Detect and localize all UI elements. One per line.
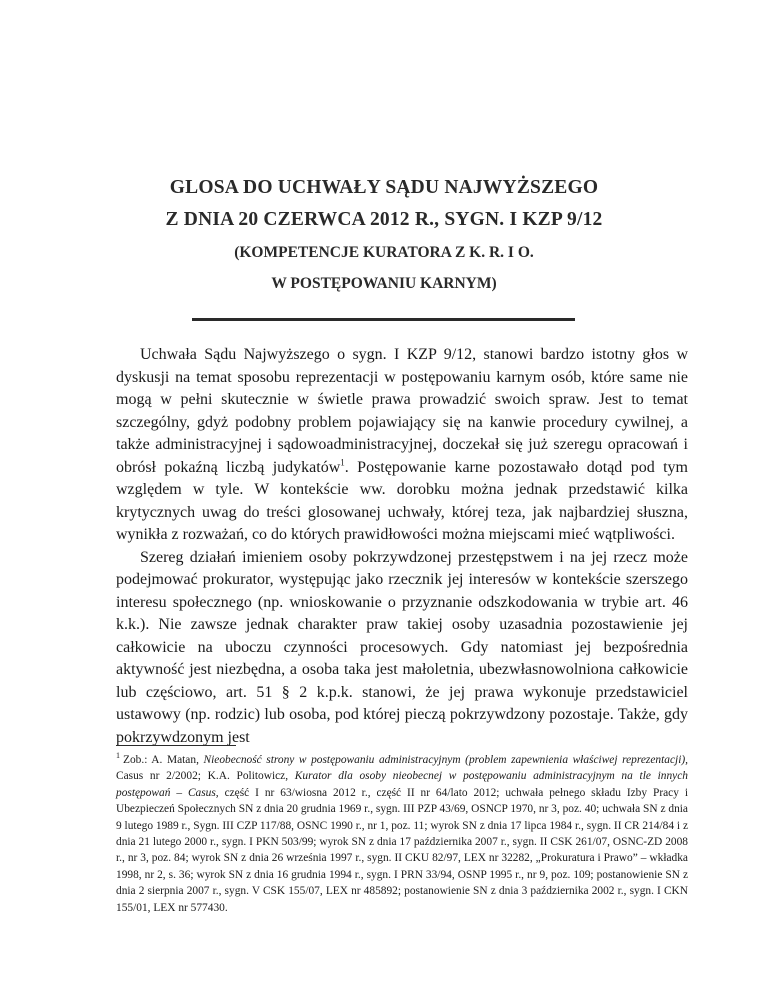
- document-title: [100, 172, 668, 298]
- footnote-divider: [116, 745, 236, 746]
- title-divider: [192, 318, 575, 321]
- subtitle-line-2: W POSTĘPOWANIU KARNYM): [271, 275, 497, 292]
- footnote-ref: 1: [340, 457, 345, 468]
- footnote-text-a: Zob.: A. Matan,: [123, 754, 204, 766]
- footnote-title-a: Nieobecność strony w postępowaniu administracyjnym (problem zapewnienia właściwej reprezentacji),: [203, 754, 688, 766]
- paragraph-2: Szereg działań imieniem osoby pokrzywdzonej przestępstwem i na jej rzecz może podejmować prokurator, występując jako rzecznik jej interesów w kontekście szerszego interesu społecznego (np. wnioskowanie o przyznanie odszkodowania w trybie art. 46 k.k.). Nie zawsze jednak charakter praw takiej osoby uzasadnia pozostawienie jej całkowicie na uboczu czynności procesowych. Gdy natomiast jej bezpośrednia aktywność jest niezbędna, a osoba taka jest małoletnia, ubezwłasnowolniona całkowicie lub częściowo, art. 51 § 2 k.p.k. stanowi, że jej prawa wykonuje przedstawiciel ustawowy (np. rodzic) lub osoba, pod której pieczą pokrzywdzony pozostaje. Także, gdy pokrzywdzonym jest: [116, 548, 688, 746]
- footnote-text-b: Casus nr 2/2002; K.A. Politowicz,: [116, 770, 295, 783]
- subtitle-line-1: (KOMPETENCJE KURATORA Z K. R. I O.: [234, 244, 534, 261]
- footnote-text-c: część I nr 63/wiosna 2012 r., część II nr 64/lato 2012; uchwała pełnego składu Izby Pracy i Ubezpieczeń Społecznych SN z dnia 20 grudnia 1969 r., sygn. III PZP 43/69, OSNCP 1970, nr 3, poz. 40; uchwała SN z dnia 9 lutego 1989 r., Sygn. III CZP 117/88, OSNC 1990 r., nr 1, poz. 11; wyrok SN z dnia 17 lipca 1984 r., sygn. II CR 214/84 i z dnia 21 lutego 2000 r., sygn. I PKN 503/99; wyrok SN z dnia 17 października 2007 r., sygn. II CSK 261/07, OSNC-ZD 2008 r., nr 3, poz. 84; wyrok SN z dnia 26 września 1997 r., sygn. II CKU 82/97, LEX nr 32282, „Prokuratura i Prawo” – wkładka 1998, nr 2, s. 36; wyrok SN z dnia 16 grudnia 1994 r., sygn. I PRN 33/94, OSNP 1995 r., nr 9, poz. 109; postanowienie SN z dnia 2 sierpnia 2007 r., sygn. V CSK 155/07, LEX nr 485892; postanowienie SN z dnia 3 października 2002 r., sygn. I CKN 155/01, LEX nr 577430.: [116, 786, 688, 914]
- footnote: [116, 752, 688, 916]
- paragraph-1: [116, 344, 688, 547]
- footnote-title-b: Kurator dla osoby nieobecnej w postępowaniu administracyjnym na tle innych postępowań – Casus,: [116, 770, 688, 799]
- body-text: [116, 344, 688, 749]
- paragraph-1-part-a: Uchwała Sądu Najwyższego o sygn. I KZP 9/12, stanowi bardzo istotny głos w dyskusji na temat sposobu reprezentacji w postępowaniu karnym osób, które same nie mogą w pełni skutecznie w świetle prawa prowadzić swoich spraw. Jest to temat szczególny, gdyż podobny problem pojawiający się na kanwie procedury cywilnej, a także administracyjnej i sądowoadministracyjnej, doczekał się już szeregu opracowań i obrósł pokaźną liczbą judykatów: [116, 346, 688, 476]
- footnote-number: 1: [116, 751, 120, 761]
- title-line-2: Z DNIA 20 CZERWCA 2012 R., SYGN. I KZP 9/12: [165, 209, 603, 230]
- title-line-1: GLOSA DO UCHWAŁY SĄDU NAJWYŻSZEGO: [169, 177, 599, 198]
- paragraph-1-part-b: . Postępowanie karne pozostawało dotąd pod tym względem w tyle. W kontekście ww. dorobku można jednak przedstawić kilka krytycznych uwag do treści glosowanej uchwały, której teza, jak najbardziej słuszna, wynikła z rozważań, co do których prawidłowości można miejscami mieć wątpliwości.: [116, 458, 689, 543]
